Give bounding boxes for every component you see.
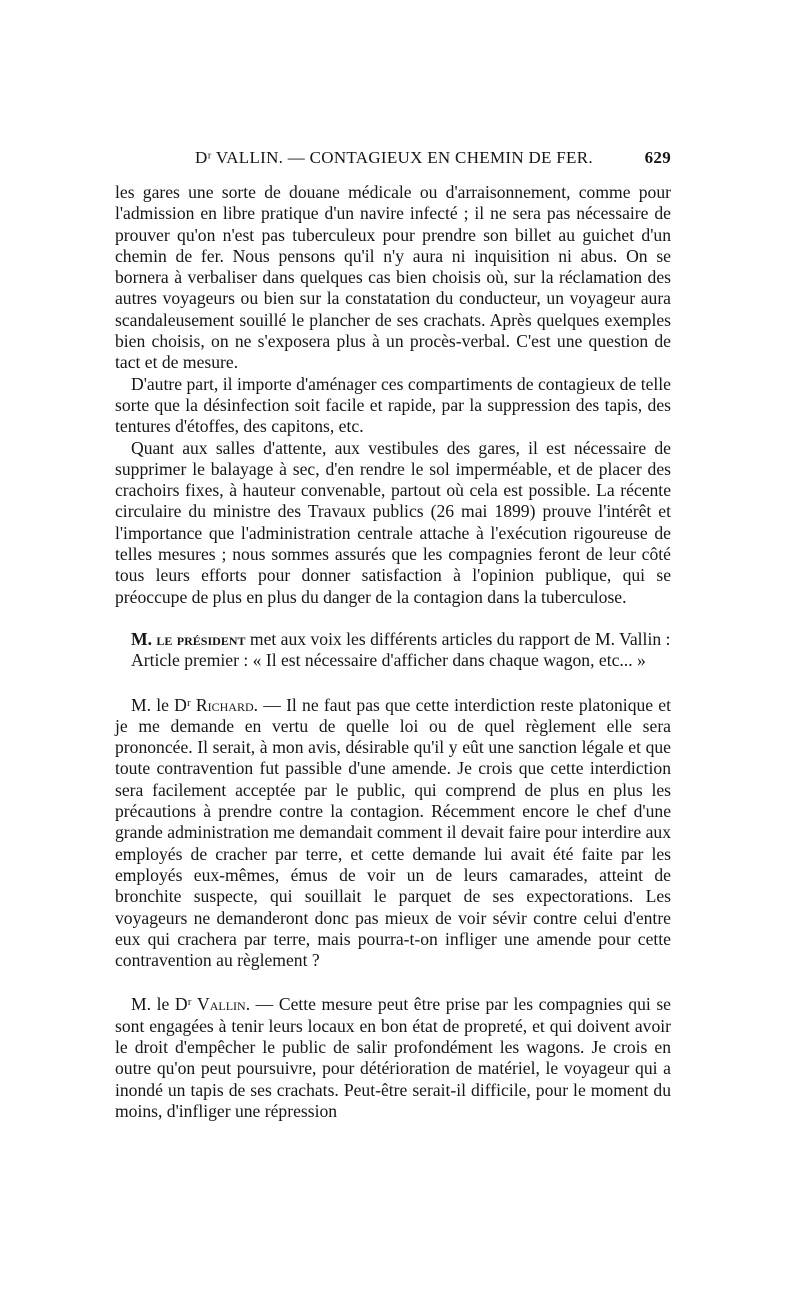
vallin-text: . — Cette mesure peut être prise par les compagnies qui se sont engagées à tenir leurs locaux en bon état de propreté, et qui doivent avoir le droit d'empêcher le public de salir profondément les wagons. Je crois en outre qu'on peut poursuivre, pour détérioration de matériel, le voyageur qui a inondé un tapis de ses crachats. Peut-être serait-il difficile, pour le moment du moins, d'infliger une répression [115,994,671,1121]
speaker-vallin: Vallin [197,994,246,1015]
running-title: Dʳ VALLIN. — CONTAGIEUX EN CHEMIN DE FER. [195,148,593,167]
paragraph-2: D'autre part, il importe d'aménager ces compartiments de contagieux de telle sorte que la désinfection soit facile et rapide, par la suppression des tapis, des tentures d'étoffes, des capitons, etc. [115,373,671,437]
paragraph-vallin [115,994,671,1122]
speaker-richard: Richard [195,694,254,715]
speaker-president: M. le président [131,628,246,649]
paragraph-article-premier: Article premier : « Il est nécessaire d'afficher dans chaque wagon, etc... » [131,650,646,671]
speaker-vallin-prefix: M. le Dʳ [131,994,197,1015]
running-header [115,148,671,172]
page-number: 629 [644,148,671,167]
speaker-richard-prefix: M. le Dʳ [131,694,196,715]
paragraph-1: les gares une sorte de douane médicale ou d'arraisonnement, comme pour l'admission en libre pratique d'un navire infecté ; il ne sera pas nécessaire de prouver qu'on n'est pas tuberculeux pour prendre son billet au guichet d'un chemin de fer. Nous pensons qu'il n'y aura ni inquisition ni abus. On se bornera à verbaliser dans quelques cas bien choisis où, sur la réclamation des autres voyageurs ou bien sur la constatation du conducteur, un voyageur aura scandaleusement souillé le plancher de ses crachats. Après quelques exemples bien choisis, on ne s'exposera plus à un procès-verbal. C'est une question de tact et de mesure. [115,182,671,373]
page-body [115,182,671,1122]
president-text: met aux voix les différents articles du rapport de M. Vallin : [245,628,671,649]
paragraph-president [115,629,671,650]
paragraph-3: Quant aux salles d'attente, aux vestibules des gares, il est nécessaire de supprimer le balayage à sec, d'en rendre le sol imperméable, et de placer des crachoirs fixes, à hauteur convenable, partout où cela est possible. La récente circulaire du ministre des Travaux publics (26 mai 1899) prouve l'intérêt et l'importance que l'administration centrale attache à l'exécution rigoureuse de telles mesures ; nous sommes assurés que les compagnies feront de leur côté tous leurs efforts pour donner satisfaction à l'opinion publique, qui se préoccupe de plus en plus du danger de la contagion dans la tuberculose. [115,437,671,607]
richard-text: . — Il ne faut pas que cette interdiction reste platonique et je me demande en vertu de quelle loi ou de quel règlement elle sera prononcée. Il serait, à mon avis, désirable qu'il y eût une sanction légale et que toute contravention fut passible d'une amende. Je crois que cette interdiction sera facilement acceptée par le public, qui comprend de plus en plus les précautions à prendre contre la contagion. Récemment encore le chef d'une grande administration me demandait comment il devait faire pour interdire aux employés de cracher par terre, et cette demande lui avait été faite par les employés eux-mêmes, émus de voir un de leurs camarades, atteint de bronchite suspecte, qui souillait le parquet de ses expectorations. Les voyageurs ne demanderont donc pas mieux de voir sévir contre celui d'entre eux qui crachera par terre, mais pourra-t-on infliger une amende pour cette contravention au règlement ? [115,694,672,971]
paragraph-richard [115,695,671,972]
